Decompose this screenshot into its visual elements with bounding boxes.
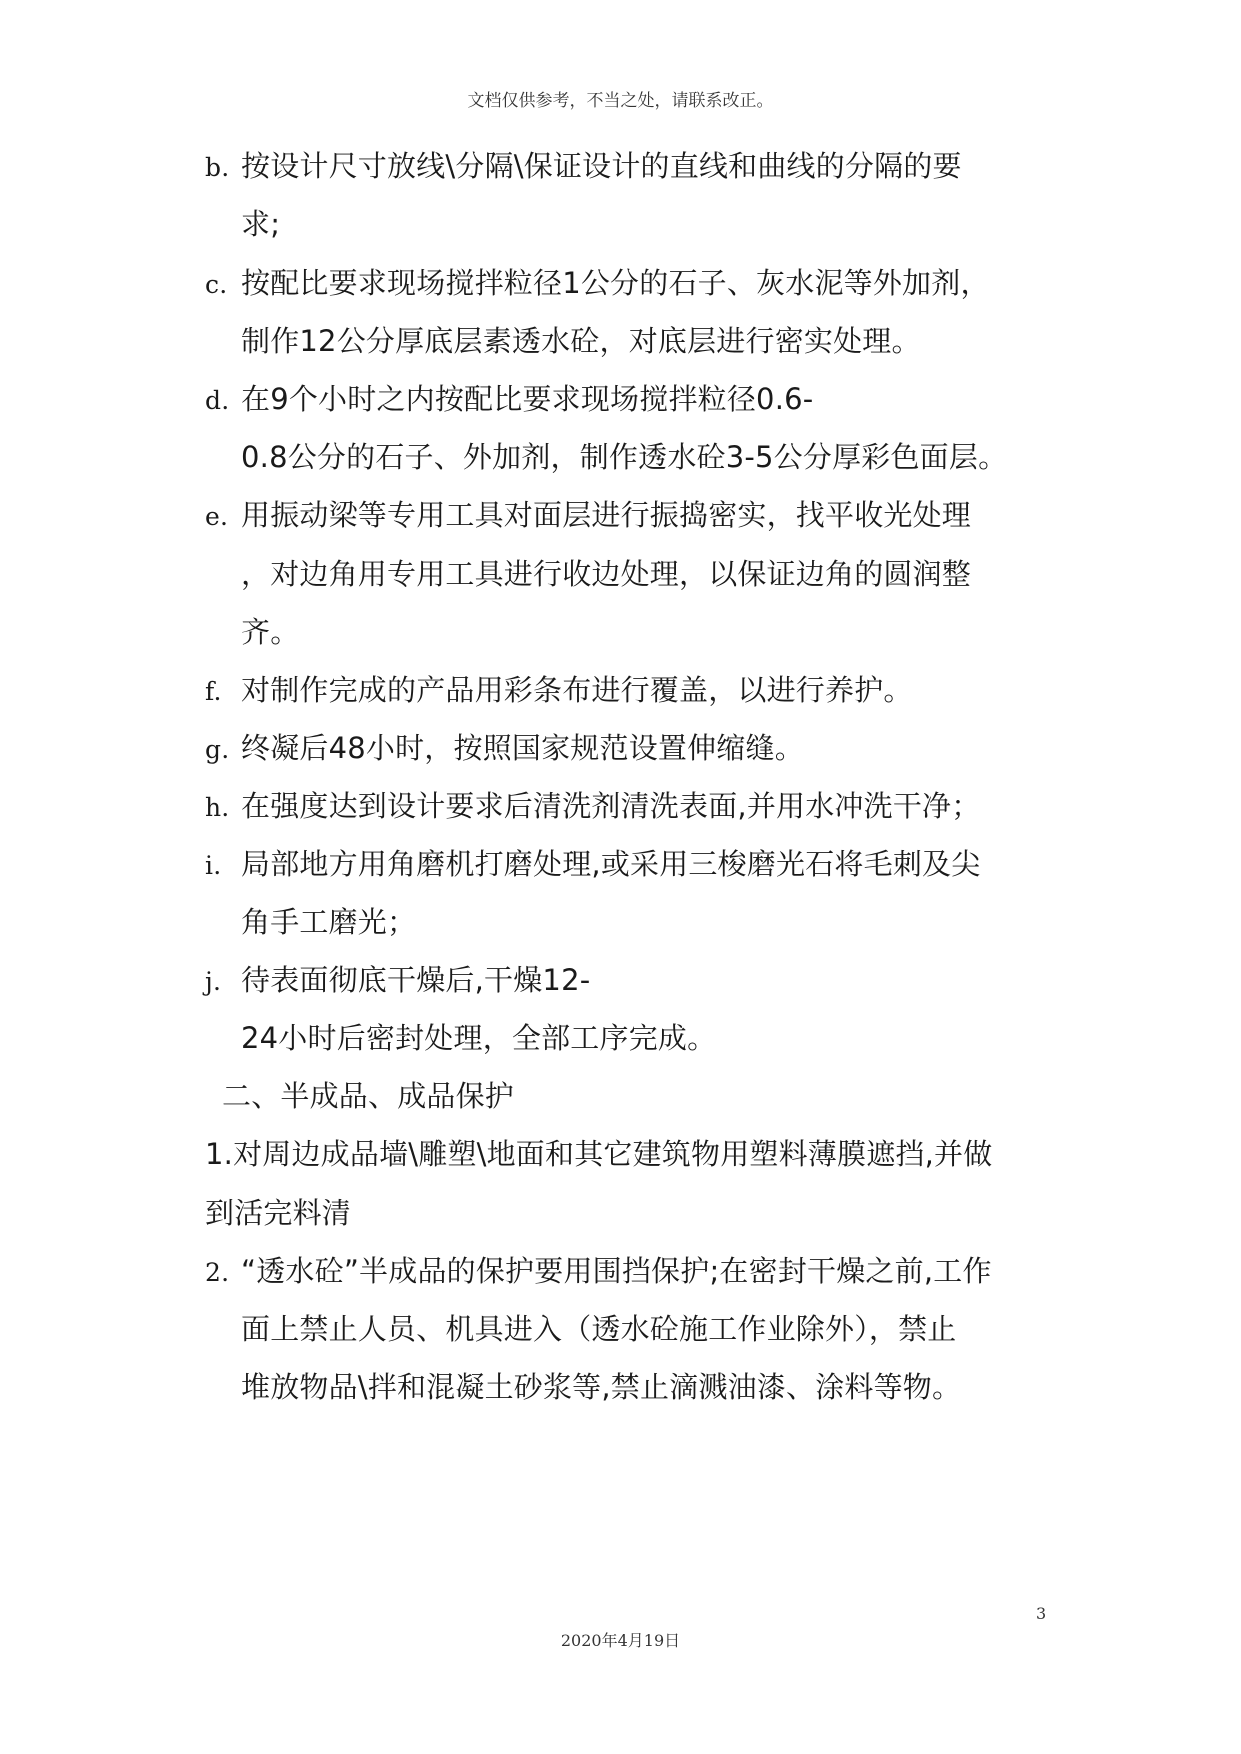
- list-item-h: [205, 788, 980, 826]
- list-marker: g.: [205, 735, 230, 764]
- list-item-j-continuation: 24小时后密封处理，全部工序完成。: [241, 1021, 717, 1055]
- list-item-e-continuation: ，对边角用专用工具进行收边处理，以保证边角的圆润整: [241, 557, 972, 591]
- list-marker: i.: [205, 851, 222, 880]
- list-item-e: [205, 497, 971, 535]
- list-item-f: [205, 672, 913, 710]
- page-number: 3: [1036, 1604, 1047, 1623]
- protection-point-2-continuation: 堆放物品\拌和混凝土砂浆等,禁止滴溅油漆、涂料等物。: [241, 1370, 962, 1404]
- list-item-e-continuation: 齐。: [241, 615, 300, 649]
- list-item-d-continuation: 0.8公分的石子、外加剂，制作透水砼3-5公分厚彩色面层。: [241, 440, 1008, 474]
- list-item-text: 终凝后48小时，按照国家规范设置伸缩缝。: [241, 731, 804, 765]
- list-marker: j.: [205, 967, 222, 996]
- list-item-text: 对制作完成的产品用彩条布进行覆盖，以进行养护。: [241, 673, 913, 707]
- list-marker: d.: [205, 386, 230, 415]
- list-item-j: [205, 962, 590, 1000]
- list-item-c-continuation: 制作12公分厚底层素透水砼，对底层进行密实处理。: [241, 324, 921, 358]
- protection-point-2: [205, 1253, 992, 1291]
- footer-date: 2020年4月19日: [560, 1631, 681, 1650]
- list-item-text: 在强度达到设计要求后清洗剂清洗表面,并用水冲洗干净；: [241, 789, 981, 823]
- protection-point-1: 1.对周边成品墙\雕塑\地面和其它建筑物用塑料薄膜遮挡,并做: [205, 1137, 993, 1171]
- list-marker: h.: [205, 793, 230, 822]
- list-item-text: 局部地方用角磨机打磨处理,或采用三梭磨光石将毛刺及尖: [241, 847, 981, 881]
- list-item-text: 按设计尺寸放线\分隔\保证设计的直线和曲线的分隔的要: [241, 149, 962, 183]
- list-item-d: [205, 381, 813, 419]
- list-marker: 2.: [205, 1258, 230, 1287]
- page-header: 文档仅供参考，不当之处，请联系改正。: [467, 91, 774, 111]
- list-marker: c.: [205, 270, 228, 299]
- list-marker: f.: [205, 677, 222, 706]
- list-item-text: 在9个小时之内按配比要求现场搅拌粒径0.6-: [241, 382, 814, 416]
- protection-point-1-continuation: 到活完料清: [205, 1196, 352, 1230]
- list-item-i: [205, 846, 980, 884]
- list-item-g: [205, 730, 804, 768]
- list-item-b-continuation: 求;: [241, 207, 281, 241]
- section-heading: 二、半成品、成品保护: [222, 1079, 515, 1113]
- list-marker: e.: [205, 502, 229, 531]
- list-item-c: [205, 265, 990, 303]
- list-item-b: [205, 148, 962, 186]
- list-item-text: 按配比要求现场搅拌粒径1公分的石子、灰水泥等外加剂，: [241, 266, 990, 300]
- list-item-i-continuation: 角手工磨光；: [241, 905, 417, 939]
- list-item-text: 用振动梁等专用工具对面层进行振捣密实，找平收光处理: [241, 498, 972, 532]
- list-item-text: 待表面彻底干燥后,干燥12-: [241, 963, 591, 997]
- protection-point-2-continuation: 面上禁止人员、机具进入（透水砼施工作业除外），禁止: [241, 1312, 957, 1346]
- list-marker: b.: [205, 153, 230, 182]
- list-item-text: “透水砼”半成品的保护要用围挡保护;在密封干燥之前,工作: [241, 1254, 992, 1288]
